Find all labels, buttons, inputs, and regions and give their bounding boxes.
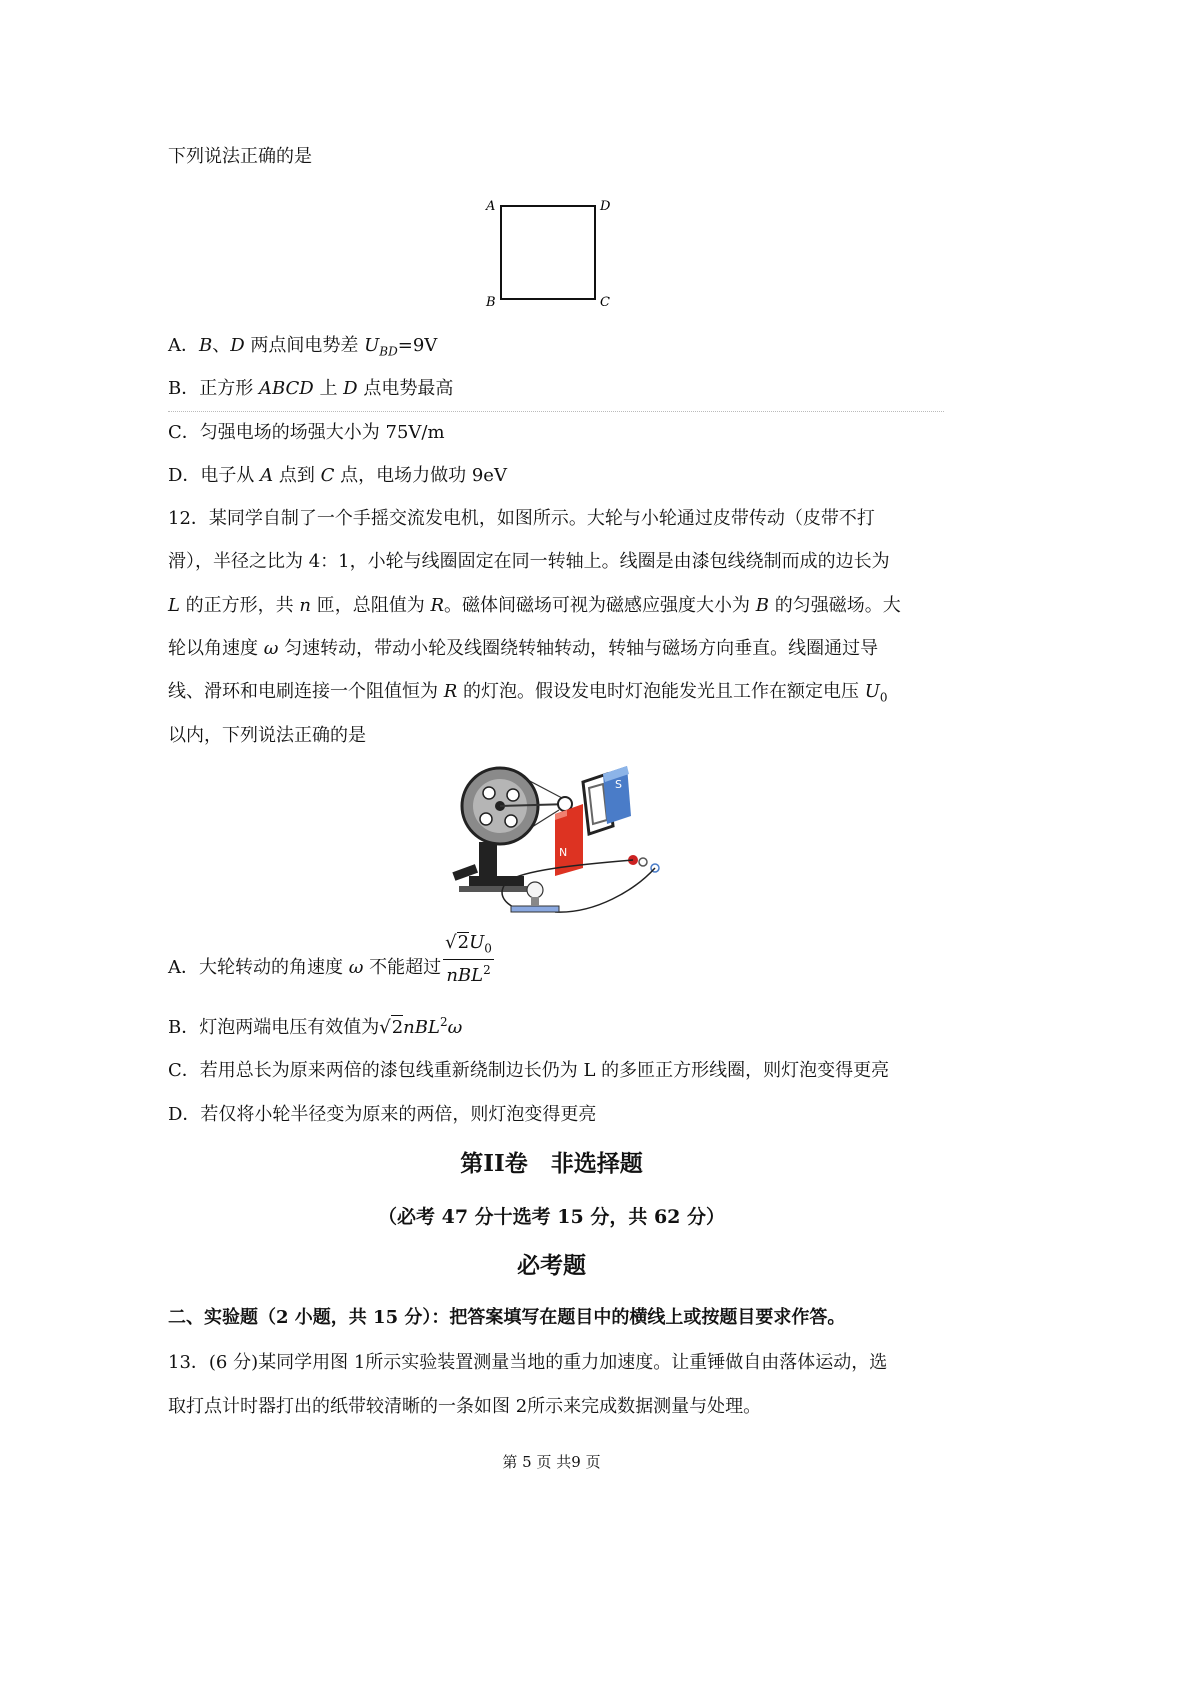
required-title: 必考题 (517, 1252, 586, 1279)
q12-line-2: 滑），半径之比为 4：1，小轮与线圈固定在同一转轴上。线圈是由漆包线绕制而成的边长为 (168, 551, 890, 572)
q12-line-4: 轮以角速度 ω 匀速转动，带动小轮及线圈绕转轴转动，转轴与磁场方向垂直。线圈通过导 (168, 638, 879, 659)
q11-option-a: A．B、D 两点间电势差 $U_{BD}=9V$ (168, 335, 438, 359)
fraction-sqrt2u0-over-nbl2: $\frac{√2U_0}{nBL^2}$ (445, 932, 492, 986)
q11-option-c: C．匀强电场的场强大小为 75V/m (168, 422, 445, 443)
q12-line-5: 线、滑环和电刷连接一个阻值恒为 R 的灯泡。假设发电时灯泡能发光且工作在额定电压 $U_0$ (168, 681, 888, 705)
q12-option-b: B．灯泡两端电压有效值为√2nBL$^2$ω (168, 1015, 463, 1038)
square-abcd-figure (480, 195, 620, 310)
q12-line-3: L 的正方形，共 n 匝，总阻值为 R。磁体间磁场可视为磁感应强度大小为 B 的匀强磁场。大 (168, 595, 901, 616)
q11-option-b: B．正方形 ABCD 上 D 点电势最高 (168, 378, 454, 399)
q12-line-1: 12．某同学自制了一个手摇交流发电机，如图所示。大轮与小轮通过皮带传动（皮带不打 (168, 508, 875, 529)
page-footer: 第 5 页 共9 页 (502, 1453, 601, 1471)
label-a: A (486, 199, 496, 214)
label-b: B (486, 295, 496, 310)
q12-line-6: 以内，下列说法正确的是 (168, 725, 366, 746)
q12-option-a: A．大轮转动的角速度 ω 不能超过 $\frac{√2U_0}{nBL^2}$ (168, 932, 492, 986)
q12-option-c: C．若用总长为原来两倍的漆包线重新绕制边长仍为 L 的多匝正方形线圈，则灯泡变得更亮 (168, 1060, 890, 1081)
q13-line-1: 13．(6 分)某同学用图 1所示实验装置测量当地的重力加速度。让重锤做自由落体运动，选 (168, 1352, 888, 1373)
magnet-s-label: S (615, 778, 622, 791)
section-title: 第II卷 非选择题 (460, 1150, 643, 1177)
magnet-n-label: N (559, 846, 568, 859)
intro-line: 下列说法正确的是 (168, 146, 312, 167)
label-d: D (600, 199, 611, 214)
dotted-divider (168, 411, 944, 412)
q13-line-2: 取打点计时器打出的纸带较清晰的一条如图 2所示来完成数据测量与处理。 (168, 1396, 762, 1417)
q11-option-d: D．电子从 A 点到 C 点，电场力做功 9eV (168, 465, 507, 486)
experiment-heading: 二、实验题（2 小题，共 15 分）：把答案填写在题目中的横线上或按题目要求作答。 (168, 1307, 846, 1328)
q12-option-d: D．若仅将小轮半径变为原来的两倍，则灯泡变得更亮 (168, 1104, 597, 1125)
generator-figure (445, 764, 670, 924)
label-c: C (600, 295, 610, 310)
section-subtitle: （必考 47 分十选考 15 分，共 62 分） (377, 1206, 725, 1228)
